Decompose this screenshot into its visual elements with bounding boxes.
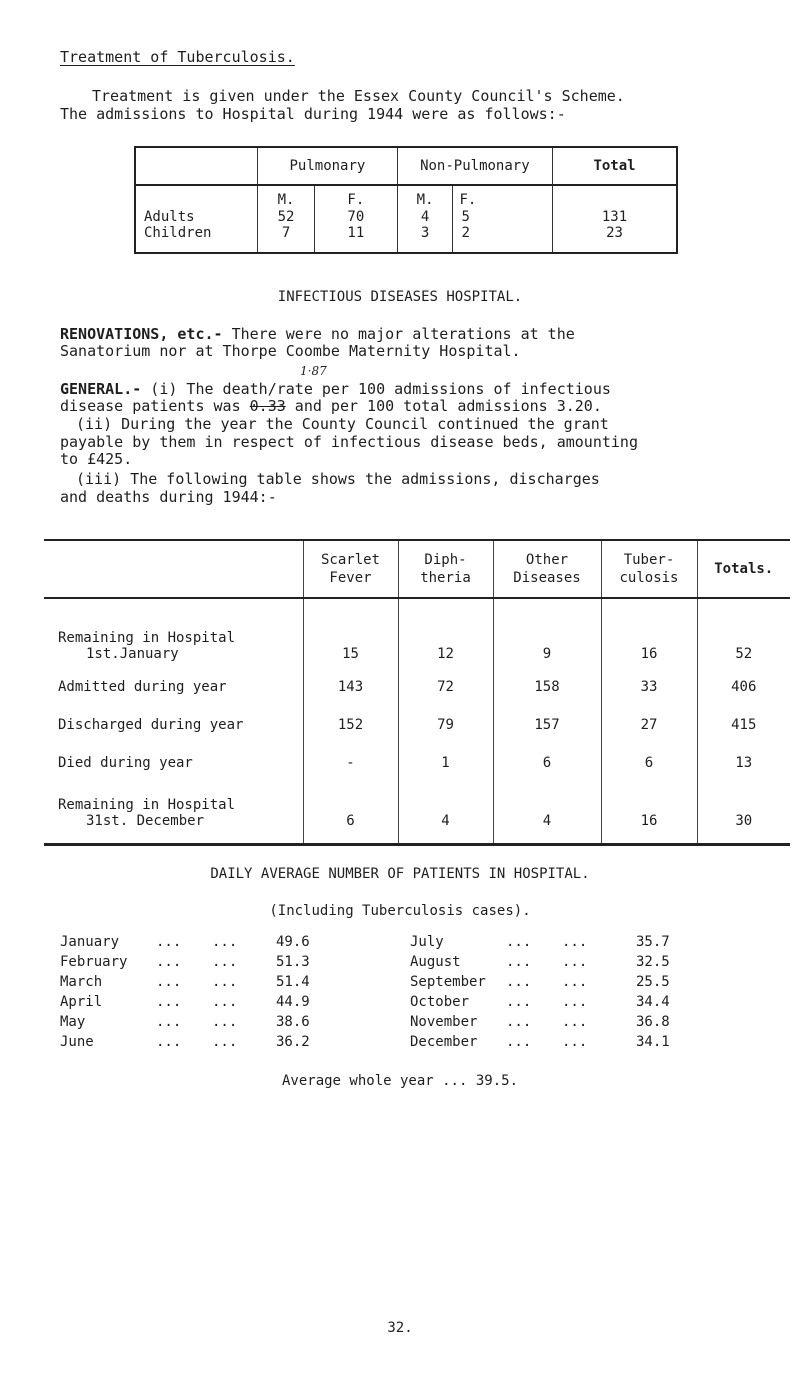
header-total: Total xyxy=(553,147,677,185)
page-number: 32. xyxy=(387,1320,413,1336)
cell: 152 xyxy=(303,706,398,744)
cell: 27 xyxy=(601,706,697,744)
cell: 9 xyxy=(493,598,601,668)
average-whole-year xyxy=(0,1073,800,1089)
intro-line-1: Treatment is given under the Essex County Council's Scheme. xyxy=(92,87,625,105)
general-ii-line-1: (ii) During the year the County Council continued the grant xyxy=(76,415,609,433)
average-value: 39.5. xyxy=(475,1073,519,1089)
row-label: Died during year xyxy=(58,755,193,771)
cell: 15 xyxy=(303,598,398,668)
cell-total: 415 xyxy=(697,706,790,744)
cell: 16 xyxy=(601,782,697,844)
months-left-column xyxy=(60,934,410,1054)
header-totals: Totals. xyxy=(697,540,790,598)
header-non-pulmonary: Non-Pulmonary xyxy=(397,147,552,185)
general-text: and per 100 total admissions 3.20. xyxy=(285,397,602,415)
subheader-f: F. xyxy=(314,185,397,208)
row-label: Discharged during year xyxy=(58,717,244,733)
cell: 157 xyxy=(493,706,601,744)
list-item: June ... ... 36.2 xyxy=(60,1034,310,1050)
general-line-2 xyxy=(60,398,602,415)
list-item: October ... ... 34.4 xyxy=(410,994,670,1010)
general-iii-line-1: (iii) The following table shows the admissions, discharges xyxy=(76,470,600,488)
general-text: disease patients was xyxy=(60,397,250,415)
infectious-heading: INFECTIOUS DISEASES HOSPITAL. xyxy=(277,289,523,305)
cell: 158 xyxy=(493,668,601,706)
cell: 6 xyxy=(303,782,398,844)
subheader-f: F. xyxy=(453,185,553,208)
table-row xyxy=(135,225,677,253)
cell: 7 xyxy=(258,225,315,253)
renovations-text: There were no major alterations at the xyxy=(222,325,575,343)
list-item: September ... ... 25.5 xyxy=(410,974,670,990)
general-ii-line-2: payable by them in respect of infectious disease beds, amounting xyxy=(60,433,638,451)
cell-total: 30 xyxy=(697,782,790,844)
subheader-m: M. xyxy=(258,185,315,208)
cell: 4 xyxy=(398,782,493,844)
cell: - xyxy=(303,744,398,782)
list-item: December ... ... 34.1 xyxy=(410,1034,670,1050)
list-item: November ... ... 36.8 xyxy=(410,1014,670,1030)
general-line-1 xyxy=(60,381,611,398)
cell: 4 xyxy=(397,208,453,225)
cell: 4 xyxy=(493,782,601,844)
list-item: July ... ... 35.7 xyxy=(410,934,670,950)
cell: 33 xyxy=(601,668,697,706)
handwritten-correction: 1·87 xyxy=(300,364,327,378)
tb-admissions-table xyxy=(134,146,678,254)
renovations-label: RENOVATIONS, etc.- xyxy=(60,325,223,343)
months-right-column xyxy=(410,934,750,1054)
header-diphtheria: Diph- theria xyxy=(398,540,493,598)
list-item: January ... ... 49.6 xyxy=(60,934,310,950)
list-item: April ... ... 44.9 xyxy=(60,994,310,1010)
cell: 6 xyxy=(601,744,697,782)
table-row xyxy=(135,208,677,225)
cell-total: 406 xyxy=(697,668,790,706)
general-iii-line-2: and deaths during 1944:- xyxy=(60,488,277,506)
cell: 79 xyxy=(398,706,493,744)
header-scarlet-fever: Scarlet Fever xyxy=(303,540,398,598)
table-header-row xyxy=(44,540,790,598)
monthly-averages xyxy=(60,934,750,1054)
cell: 1 xyxy=(398,744,493,782)
admissions-table xyxy=(44,539,790,846)
table-header-row xyxy=(135,147,677,185)
cell: 2 xyxy=(453,225,553,253)
cell: 16 xyxy=(601,598,697,668)
section-title: Treatment of Tuberculosis. xyxy=(60,48,295,66)
header-other-diseases: Other Diseases xyxy=(493,540,601,598)
daily-average-heading: DAILY AVERAGE NUMBER OF PATIENTS IN HOSPITAL. xyxy=(210,866,590,882)
cell: 52 xyxy=(258,208,315,225)
row-label: Children xyxy=(144,225,212,241)
row-label: Remaining in Hospital 1st.January xyxy=(58,630,236,662)
cell-total: 13 xyxy=(697,744,790,782)
cell-total: 52 xyxy=(697,598,790,668)
cell: 70 xyxy=(314,208,397,225)
average-label: Average whole year ... xyxy=(281,1073,468,1089)
row-label: Admitted during year xyxy=(58,679,227,695)
cell-total: 23 xyxy=(553,225,677,253)
daily-average-subheading: (Including Tuberculosis cases). xyxy=(269,903,531,919)
renovations-line-1 xyxy=(60,326,575,343)
renovations-line-2: Sanatorium nor at Thorpe Coombe Maternity Hospital. xyxy=(60,342,521,360)
general-label: GENERAL.- xyxy=(60,380,142,398)
row-label: Adults xyxy=(144,208,195,225)
cell-total: 131 xyxy=(553,208,677,225)
table-row xyxy=(44,744,790,782)
table-row xyxy=(44,706,790,744)
subheader-row xyxy=(135,185,677,208)
cell: 72 xyxy=(398,668,493,706)
general-ii-line-3: to £425. xyxy=(60,450,133,468)
intro-line-2: The admissions to Hospital during 1944 were as follows:- xyxy=(60,105,566,123)
list-item: August ... ... 32.5 xyxy=(410,954,670,970)
cell: 143 xyxy=(303,668,398,706)
struck-value: 0.33 xyxy=(249,397,286,415)
header-pulmonary: Pulmonary xyxy=(258,147,398,185)
cell: 11 xyxy=(314,225,397,253)
header-tuberculosis: Tuber- culosis xyxy=(601,540,697,598)
general-text: (i) The death/rate per 100 admissions of infectious xyxy=(141,380,611,398)
list-item: February ... ... 51.3 xyxy=(60,954,310,970)
list-item: May ... ... 38.6 xyxy=(60,1014,310,1030)
list-item: March ... ... 51.4 xyxy=(60,974,310,990)
cell: 5 xyxy=(453,208,553,225)
table-row xyxy=(44,668,790,706)
cell: 3 xyxy=(397,225,453,253)
row-label: Remaining in Hospital 31st. December xyxy=(58,796,236,829)
table-row xyxy=(44,782,790,844)
cell: 6 xyxy=(493,744,601,782)
subheader-m: M. xyxy=(397,185,453,208)
table-row xyxy=(44,598,790,668)
cell: 12 xyxy=(398,598,493,668)
